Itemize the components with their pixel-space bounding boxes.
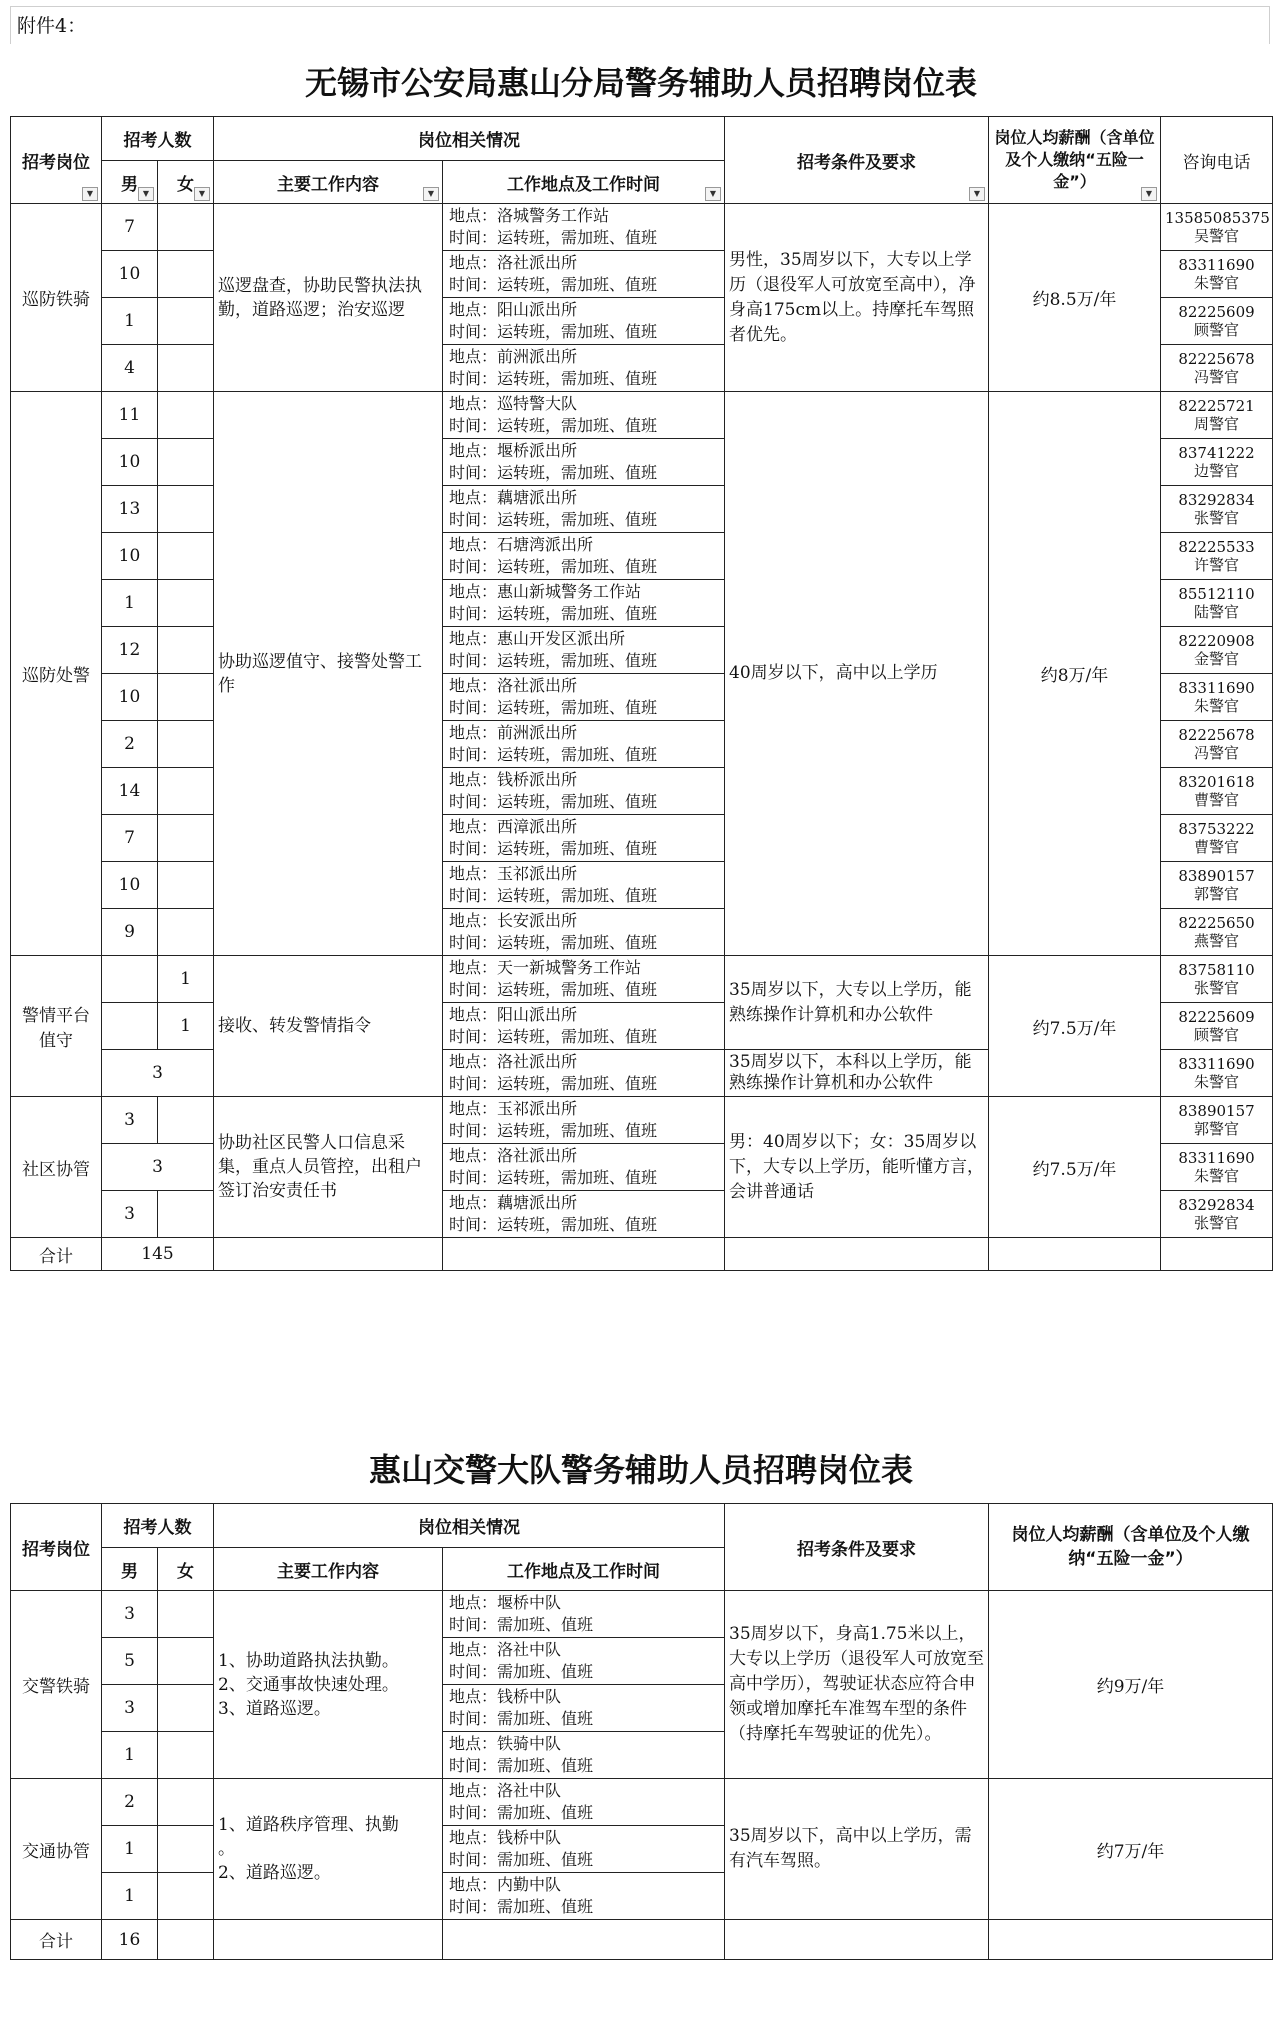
phone-number: 83201618: [1178, 773, 1255, 791]
place-text: 地点：洛社派出所: [449, 676, 578, 695]
contact-officer: 郭警官: [1193, 1120, 1239, 1138]
contact-officer: 张警官: [1193, 1214, 1239, 1232]
requirements-cell: 35周岁以下，高中以上学历，需有汽车驾照。: [725, 1779, 989, 1920]
position-cell: 巡防铁骑: [11, 204, 102, 392]
total-row: [11, 1920, 1273, 1960]
male-count-cell: 10: [102, 862, 158, 909]
phone-number: 83890157: [1178, 867, 1255, 885]
place-text: 地点：阳山派出所: [449, 1005, 578, 1024]
male-count-cell: 3: [102, 1191, 158, 1238]
male-count-cell: 4: [102, 345, 158, 392]
phone-number: 13585085375: [1165, 209, 1270, 227]
time-text: 时间：需加班、值班: [449, 1709, 594, 1728]
place-time-cell: [443, 815, 725, 862]
empty-cell: [725, 1238, 989, 1271]
header-requirements: 招考条件及要求 ▼: [725, 117, 989, 204]
place-time-cell: [443, 768, 725, 815]
filter-dropdown-icon[interactable]: ▼: [194, 187, 210, 201]
requirements-cell: 男性，35周岁以下，大专以上学历（退役军人可放宽至高中），净身高175cm以上。持摩托车驾照者优先。: [725, 204, 989, 392]
table-row: [11, 1097, 1273, 1144]
contact-officer: 金警官: [1193, 650, 1239, 668]
filter-dropdown-icon[interactable]: ▼: [1141, 187, 1157, 201]
time-text: 时间：运转班，需加班、值班: [449, 604, 658, 623]
time-text: 时间：运转班，需加班、值班: [449, 228, 658, 247]
phone-cell: [1161, 439, 1273, 486]
contact-officer: 许警官: [1193, 556, 1239, 574]
male-count-cell: 1: [102, 1873, 158, 1920]
phone-number: 82225609: [1178, 303, 1255, 321]
empty-cell: [989, 1238, 1161, 1271]
filter-dropdown-icon[interactable]: ▼: [705, 187, 721, 201]
time-text: 时间：运转班，需加班、值班: [449, 886, 658, 905]
empty-cell: [1161, 1238, 1273, 1271]
time-text: 时间：运转班，需加班、值班: [449, 1074, 658, 1093]
phone-number: 82225721: [1178, 397, 1255, 415]
table-row: [11, 1779, 1273, 1826]
male-count-cell: 10: [102, 533, 158, 580]
total-label: 合计: [11, 1238, 102, 1271]
time-text: 时间：需加班、值班: [449, 1662, 594, 1681]
place-text: 地点：石塘湾派出所: [449, 535, 594, 554]
header-female: 女 ▼: [158, 161, 214, 204]
total-value: 145: [102, 1238, 214, 1271]
attachment-label: 附件4：: [10, 6, 1270, 44]
contact-officer: 朱警官: [1193, 1073, 1239, 1091]
contact-officer: 周警官: [1193, 415, 1239, 433]
phone-cell: [1161, 768, 1273, 815]
phone-cell: [1161, 862, 1273, 909]
male-count-cell: 10: [102, 251, 158, 298]
phone-cell: [1161, 533, 1273, 580]
phone-number: 82225533: [1178, 538, 1255, 556]
place-time-cell: [443, 298, 725, 345]
place-time-cell: [443, 392, 725, 439]
phone-number: 82225609: [1178, 1008, 1255, 1026]
place-time-cell: [443, 1685, 725, 1732]
duty-line: 2、道路巡逻。: [218, 1863, 331, 1883]
phone-number: 83292834: [1178, 1196, 1255, 1214]
time-text: 时间：运转班，需加班、值班: [449, 839, 658, 858]
place-time-cell: [443, 1873, 725, 1920]
phone-number: 83753222: [1178, 820, 1255, 838]
table-row: [11, 956, 1273, 1003]
female-count-cell: [158, 204, 214, 251]
empty-cell: [214, 1920, 443, 1960]
place-time-cell: [443, 1826, 725, 1873]
time-text: 时间：运转班，需加班、值班: [449, 1121, 658, 1140]
time-text: 时间：运转班，需加班、值班: [449, 463, 658, 482]
male-count-cell: 13: [102, 486, 158, 533]
header-place-time: 工作地点及工作时间: [443, 1548, 725, 1591]
header-phone: 咨询电话: [1161, 117, 1273, 204]
male-count-cell: 1: [102, 580, 158, 627]
place-time-cell: [443, 956, 725, 1003]
phone-cell: [1161, 627, 1273, 674]
phone-cell: [1161, 345, 1273, 392]
contact-officer: 朱警官: [1193, 274, 1239, 292]
male-count-cell: [102, 1003, 158, 1050]
header-male: 男 ▼: [102, 161, 158, 204]
contact-officer: 燕警官: [1193, 932, 1239, 950]
male-count-cell: 9: [102, 909, 158, 956]
table-row: [11, 204, 1273, 251]
contact-officer: 朱警官: [1193, 1167, 1239, 1185]
total-value: 16: [102, 1920, 158, 1960]
header-count: 招考人数: [102, 117, 214, 161]
time-text: 时间：运转班，需加班、值班: [449, 980, 658, 999]
female-count-cell: [158, 298, 214, 345]
male-count-cell: 14: [102, 768, 158, 815]
contact-officer: 冯警官: [1193, 744, 1239, 762]
contact-officer: 曹警官: [1193, 838, 1239, 856]
header-count: 招考人数: [102, 1504, 214, 1548]
time-text: 时间：运转班，需加班、值班: [449, 651, 658, 670]
phone-number: 85512110: [1178, 585, 1255, 603]
duty-line: 3、道路巡逻。: [218, 1698, 331, 1719]
place-time-cell: [443, 1779, 725, 1826]
salary-cell: 约7.5万/年: [989, 956, 1161, 1097]
phone-cell: [1161, 204, 1273, 251]
female-count-cell: [158, 251, 214, 298]
phone-cell: [1161, 1097, 1273, 1144]
phone-number: 82220908: [1178, 632, 1255, 650]
male-count-cell: 10: [102, 439, 158, 486]
header-requirements: 招考条件及要求: [725, 1504, 989, 1591]
place-time-cell: [443, 1638, 725, 1685]
place-time-cell: [443, 1097, 725, 1144]
place-text: 地点：洛社派出所: [449, 1146, 578, 1165]
contact-officer: 郭警官: [1193, 885, 1239, 903]
female-count-cell: [158, 392, 214, 439]
place-time-cell: [443, 486, 725, 533]
place-time-cell: [443, 721, 725, 768]
header-duty: 主要工作内容: [214, 1548, 443, 1591]
female-count-cell: [158, 1591, 214, 1638]
phone-cell: [1161, 909, 1273, 956]
male-count-cell: 10: [102, 674, 158, 721]
phone-number: 82225678: [1178, 350, 1255, 368]
place-time-cell: [443, 862, 725, 909]
phone-number: 83890157: [1178, 1102, 1255, 1120]
total-label: 合计: [11, 1920, 102, 1960]
phone-cell: [1161, 251, 1273, 298]
place-time-cell: [443, 204, 725, 251]
salary-cell: 约8万/年: [989, 392, 1161, 956]
contact-officer: 冯警官: [1193, 368, 1239, 386]
female-count-cell: [158, 674, 214, 721]
duty-cell: [214, 1591, 443, 1779]
place-time-cell: [443, 1050, 725, 1097]
contact-officer: 边警官: [1193, 462, 1239, 480]
time-text: 时间：需加班、值班: [449, 1756, 594, 1775]
duty-line: 1、协助道路执法执勤。: [218, 1650, 399, 1671]
place-time-cell: [443, 674, 725, 721]
male-count-cell: 1: [102, 1826, 158, 1873]
phone-cell: [1161, 298, 1273, 345]
salary-cell: 约8.5万/年: [989, 204, 1161, 392]
time-text: 时间：运转班，需加班、值班: [449, 557, 658, 576]
duty-cell: [214, 1779, 443, 1920]
requirements-cell: 男：40周岁以下；女：35周岁以下，大专以上学历，能听懂方言，会讲普通话: [725, 1097, 989, 1238]
contact-officer: 张警官: [1193, 979, 1239, 997]
male-count-cell: 12: [102, 627, 158, 674]
phone-cell: [1161, 1191, 1273, 1238]
time-text: 时间：运转班，需加班、值班: [449, 322, 658, 341]
header-position: 招考岗位 ▼: [11, 117, 102, 204]
female-count-cell: [158, 768, 214, 815]
time-text: 时间：运转班，需加班、值班: [449, 1027, 658, 1046]
phone-cell: [1161, 392, 1273, 439]
female-count-cell: 1: [158, 1003, 214, 1050]
filter-dropdown-icon[interactable]: ▼: [138, 187, 154, 201]
time-text: 时间：运转班，需加班、值班: [449, 792, 658, 811]
empty-cell: [443, 1238, 725, 1271]
phone-number: 83741222: [1178, 444, 1255, 462]
requirements-cell: 35周岁以下，大专以上学历，能熟练操作计算机和办公软件: [725, 956, 989, 1050]
contact-officer: 朱警官: [1193, 697, 1239, 715]
header-position: 招考岗位: [11, 1504, 102, 1591]
phone-cell: [1161, 1003, 1273, 1050]
place-text: 地点：玉祁派出所: [449, 864, 578, 883]
male-count-cell: 3: [102, 1097, 158, 1144]
female-count-cell: [158, 1779, 214, 1826]
place-time-cell: [443, 533, 725, 580]
time-text: 时间：需加班、值班: [449, 1897, 594, 1916]
contact-officer: 顾警官: [1193, 321, 1239, 339]
male-count-cell: 2: [102, 721, 158, 768]
place-text: 地点：洛社派出所: [449, 1052, 578, 1071]
female-count-cell: [158, 1638, 214, 1685]
phone-cell: [1161, 721, 1273, 768]
female-count-cell: [158, 862, 214, 909]
place-time-cell: [443, 627, 725, 674]
contact-officer: 曹警官: [1193, 791, 1239, 809]
time-text: 时间：运转班，需加班、值班: [449, 933, 658, 952]
phone-number: 83311690: [1178, 256, 1255, 274]
duty-cell: 巡逻盘查，协助民警执法执勤，道路巡逻；治安巡逻: [214, 204, 443, 392]
header-male: 男: [102, 1548, 158, 1591]
filter-dropdown-icon[interactable]: ▼: [82, 187, 98, 201]
table-row: [11, 1591, 1273, 1638]
male-count-cell: 3: [102, 1685, 158, 1732]
place-time-cell: [443, 345, 725, 392]
phone-cell: [1161, 1050, 1273, 1097]
male-count-cell: 1: [102, 1732, 158, 1779]
position-cell: 交通协管: [11, 1779, 102, 1920]
table2: [10, 1503, 1273, 1960]
place-text: 地点：藕塘派出所: [449, 488, 578, 507]
header-salary: 岗位人均薪酬（含单位及个人缴纳“五险一金”） ▼: [989, 117, 1161, 204]
duty-line: 1、道路秩序管理、执勤: [218, 1815, 399, 1835]
empty-cell: [725, 1920, 989, 1960]
place-text: 地点：长安派出所: [449, 911, 578, 930]
female-count-cell: [158, 815, 214, 862]
phone-number: 83311690: [1178, 679, 1255, 697]
male-count-cell: 2: [102, 1779, 158, 1826]
male-count-cell: 7: [102, 815, 158, 862]
time-text: 时间：运转班，需加班、值班: [449, 698, 658, 717]
place-text: 地点：洛社中队: [449, 1640, 562, 1659]
female-count-cell: [158, 1873, 214, 1920]
female-count-cell: [158, 1732, 214, 1779]
female-count-cell: [158, 721, 214, 768]
phone-number: 82225678: [1178, 726, 1255, 744]
header-salary: 岗位人均薪酬（含单位及个人缴纳“五险一金”）: [989, 1504, 1273, 1591]
place-time-cell: [443, 439, 725, 486]
duty-cell: 协助社区民警人口信息采集，重点人员管控，出租户签订治安责任书: [214, 1097, 443, 1238]
time-text: 时间：运转班，需加班、值班: [449, 416, 658, 435]
filter-dropdown-icon[interactable]: ▼: [969, 187, 985, 201]
place-text: 地点：巡特警大队: [449, 394, 578, 413]
position-cell: 社区协管: [11, 1097, 102, 1238]
male-count-cell: [102, 956, 158, 1003]
duty-cell: 协助巡逻值守、接警处警工作: [214, 392, 443, 956]
phone-number: 83292834: [1178, 491, 1255, 509]
place-time-cell: [443, 909, 725, 956]
time-text: 时间：运转班，需加班、值班: [449, 510, 658, 529]
female-count-cell: [158, 1097, 214, 1144]
place-text: 地点：玉祁派出所: [449, 1099, 578, 1118]
requirements-cell: 35周岁以下，本科以上学历，能熟练操作计算机和办公软件: [725, 1050, 989, 1097]
empty-cell: [989, 1920, 1273, 1960]
place-text: 地点：惠山开发区派出所: [449, 629, 626, 648]
place-text: 地点：堰桥中队: [449, 1593, 562, 1612]
place-time-cell: [443, 1591, 725, 1638]
time-text: 时间：需加班、值班: [449, 1850, 594, 1869]
salary-cell: 约7.5万/年: [989, 1097, 1161, 1238]
requirements-cell: 40周岁以下，高中以上学历: [725, 392, 989, 956]
place-text: 地点：铁骑中队: [449, 1734, 562, 1753]
table1-title: 无锡市公安局惠山分局警务辅助人员招聘岗位表: [304, 64, 977, 102]
female-count-cell: [158, 439, 214, 486]
male-count-cell: 7: [102, 204, 158, 251]
place-text: 地点：钱桥中队: [449, 1687, 562, 1706]
place-time-cell: [443, 251, 725, 298]
salary-cell: 约9万/年: [989, 1591, 1273, 1779]
empty-cell: [214, 1238, 443, 1271]
header-female: 女: [158, 1548, 214, 1591]
phone-cell: [1161, 1144, 1273, 1191]
phone-number: 83311690: [1178, 1149, 1255, 1167]
place-text: 地点：钱桥中队: [449, 1828, 562, 1847]
header-place-time: 工作地点及工作时间 ▼: [443, 161, 725, 204]
contact-officer: 陆警官: [1193, 603, 1239, 621]
place-text: 地点：天一新城警务工作站: [449, 958, 642, 977]
contact-officer: 顾警官: [1193, 1026, 1239, 1044]
female-count-cell: [158, 627, 214, 674]
header-related: 岗位相关情况: [214, 1504, 725, 1548]
duty-line: 2、交通事故快速处理。: [218, 1674, 399, 1695]
header-duty: 主要工作内容 ▼: [214, 161, 443, 204]
requirements-cell: 35周岁以下，身高1.75米以上，大专以上学历（退役军人可放宽至高中学历），驾驶证状态应符合申领或增加摩托车准驾车型的条件（持摩托车驾驶证的优先）。: [725, 1591, 989, 1779]
female-count-cell: [158, 1826, 214, 1873]
place-text: 地点：阳山派出所: [449, 300, 578, 319]
salary-cell: 约7万/年: [989, 1779, 1273, 1920]
female-count-cell: [158, 1191, 214, 1238]
contact-officer: 吴警官: [1193, 227, 1239, 245]
phone-number: 82225650: [1178, 914, 1255, 932]
place-text: 地点：堰桥派出所: [449, 441, 578, 460]
place-text: 地点：藕塘派出所: [449, 1193, 578, 1212]
time-text: 时间：运转班，需加班、值班: [449, 369, 658, 388]
count-merged-cell: 3: [102, 1144, 214, 1191]
female-count-cell: [158, 486, 214, 533]
phone-cell: [1161, 674, 1273, 721]
empty-cell: [158, 1920, 214, 1960]
place-time-cell: [443, 580, 725, 627]
filter-dropdown-icon[interactable]: ▼: [423, 187, 439, 201]
female-count-cell: [158, 533, 214, 580]
female-count-cell: [158, 345, 214, 392]
phone-number: 83311690: [1178, 1055, 1255, 1073]
place-text: 地点：洛社中队: [449, 1781, 562, 1800]
place-text: 地点：前洲派出所: [449, 347, 578, 366]
place-text: 地点：西漳派出所: [449, 817, 578, 836]
duty-line: 。: [218, 1839, 235, 1859]
male-count-cell: 11: [102, 392, 158, 439]
female-count-cell: [158, 909, 214, 956]
place-time-cell: [443, 1003, 725, 1050]
time-text: 时间：运转班，需加班、值班: [449, 275, 658, 294]
male-count-cell: 1: [102, 298, 158, 345]
place-time-cell: [443, 1732, 725, 1779]
phone-cell: [1161, 486, 1273, 533]
place-text: 地点：内勤中队: [449, 1875, 562, 1894]
position-cell: 交警铁骑: [11, 1591, 102, 1779]
place-text: 地点：洛城警务工作站: [449, 206, 610, 225]
female-count-cell: [158, 580, 214, 627]
place-text: 地点：钱桥派出所: [449, 770, 578, 789]
place-text: 地点：前洲派出所: [449, 723, 578, 742]
phone-cell: [1161, 956, 1273, 1003]
time-text: 时间：运转班，需加班、值班: [449, 1168, 658, 1187]
count-merged-cell: 3: [102, 1050, 214, 1097]
time-text: 时间：需加班、值班: [449, 1615, 594, 1634]
phone-number: 83758110: [1178, 961, 1255, 979]
table2-title: 惠山交警大队警务辅助人员招聘岗位表: [368, 1451, 913, 1489]
contact-officer: 张警官: [1193, 509, 1239, 527]
position-cell: 警情平台值守: [11, 956, 102, 1097]
female-count-cell: 1: [158, 956, 214, 1003]
male-count-cell: 5: [102, 1638, 158, 1685]
empty-cell: [443, 1920, 725, 1960]
time-text: 时间：运转班，需加班、值班: [449, 745, 658, 764]
total-row: [11, 1238, 1273, 1271]
header-related: 岗位相关情况: [214, 117, 725, 161]
place-time-cell: [443, 1144, 725, 1191]
place-text: 地点：洛社派出所: [449, 253, 578, 272]
phone-cell: [1161, 815, 1273, 862]
place-time-cell: [443, 1191, 725, 1238]
position-cell: 巡防处警: [11, 392, 102, 956]
table-row: [11, 392, 1273, 439]
table1: [10, 116, 1273, 1271]
time-text: 时间：需加班、值班: [449, 1803, 594, 1822]
phone-cell: [1161, 580, 1273, 627]
time-text: 时间：运转班，需加班、值班: [449, 1215, 658, 1234]
duty-cell: 接收、转发警情指令: [214, 956, 443, 1097]
place-text: 地点：惠山新城警务工作站: [449, 582, 642, 601]
male-count-cell: 3: [102, 1591, 158, 1638]
female-count-cell: [158, 1685, 214, 1732]
